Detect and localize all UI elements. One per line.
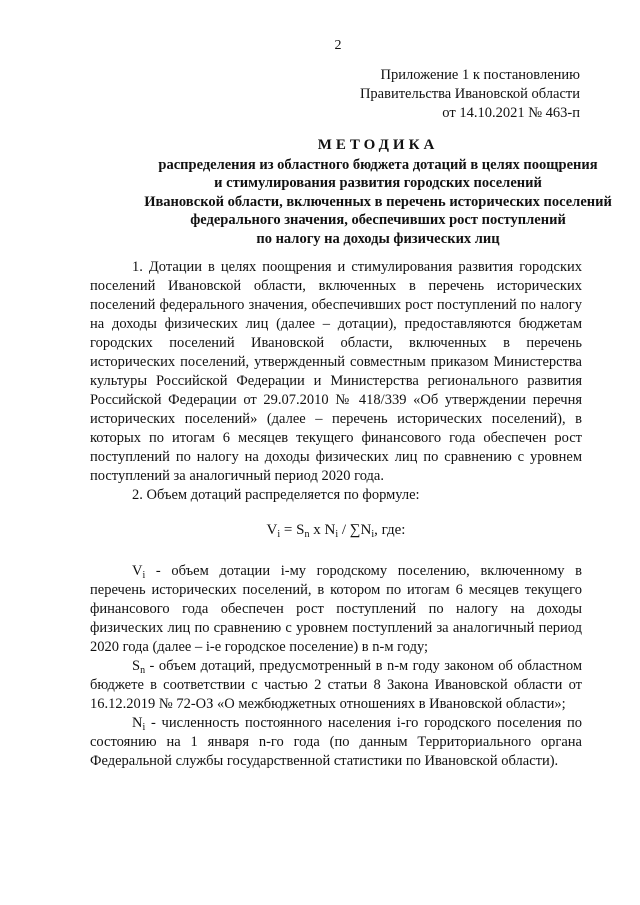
formula-eq: =: [280, 522, 297, 538]
formula-n-sub: i: [335, 529, 339, 540]
title-line-1: распределения из областного бюджета дотаций в целях поощрения: [158, 156, 598, 173]
appendix-header: [360, 66, 580, 123]
definition-v-text: - объем дотации i-му городскому поселению, включенному в перечень исторических поселений, в котором по итогам 6 месяцев текущего финансового года обеспечен рост поступлений по налогу на доходы физических лиц по сравнению с уровнем поступлений за аналогичный период 2020 года (далее – i-е городское поселение) в n-м году;: [90, 563, 582, 655]
page-number: 2: [334, 38, 342, 53]
formula-tail: , где:: [374, 522, 406, 538]
formula-s: S: [296, 522, 305, 538]
definition-s-subscript: n: [140, 665, 146, 676]
formula-n: N: [324, 522, 336, 538]
document-title: [80, 136, 640, 248]
title-line-4: федерального значения, обеспечивших рост поступлений: [190, 212, 566, 228]
definition-s-text: - объем дотаций, предусмотренный в n-м году законом об областном бюджете в соответствии с частью 2 статьи 8 Закона Ивановской области от 16.12.2019 № 72-ОЗ «О межбюджетных отношениях в Ивановской области»;: [90, 658, 582, 712]
definition-n-symbol: N: [132, 715, 143, 731]
title-line-2: и стимулирования развития городских поселений: [214, 175, 542, 191]
definition-v-subscript: i: [142, 570, 146, 581]
definition-s: [90, 657, 582, 714]
title-main: МЕТОДИКА: [317, 137, 439, 153]
document-body: [90, 258, 582, 771]
paragraph-1: 1. Дотации в целях поощрения и стимулирования развития городских поселений Ивановской области, включенных в перечень исторических поселений федерального значения, обеспечивших рост поступлений по налогу на доходы физических лиц (далее – дотации), предоставляются бюджетам городских поселений Ивановской области, включенных в перечень исторических поселений, утвержденный совместным приказом Министерства культуры Российской Федерации и Министерства регионального развития Российской Федерации от 29.07.2010 № 418/339 «Об утверждении перечня исторических поселений» (далее – перечень исторических поселений), в которых по итогам 6 месяцев текущего финансового года обеспечен рост поступлений по налогу на доходы физических лиц по сравнению с уровнем поступлений за аналогичный период 2020 года.: [90, 259, 582, 484]
definition-n-subscript: i: [142, 722, 146, 733]
appendix-line-2: Правительства Ивановской области: [359, 86, 580, 102]
definition-v-symbol: V: [132, 563, 143, 579]
paragraph-2: 2. Объем дотаций распределяется по формуле:: [132, 487, 420, 503]
appendix-line-3: от 14.10.2021 № 463-п: [442, 105, 580, 121]
formula-v: V: [266, 522, 278, 538]
appendix-line-1: Приложение 1 к постановлению: [380, 67, 580, 83]
formula-n2: N: [360, 522, 372, 538]
formula-v-sub: i: [277, 529, 281, 540]
definition-n-text: - численность постоянного населения i-го городского поселения по состоянию на 1 января n-го года (по данным Территориального органа Федеральной службы государственной статистики по Ивановской области).: [90, 715, 582, 769]
title-line-3: Ивановской области, включенных в перечень исторических поселений: [144, 193, 612, 210]
definition-s-symbol: S: [132, 658, 141, 674]
formula-s-sub: n: [304, 529, 310, 540]
formula: [90, 521, 582, 540]
definition-v: [90, 562, 582, 657]
definition-n: [90, 714, 582, 771]
formula-mult: x: [309, 522, 325, 538]
title-line-5: по налогу на доходы физических лиц: [256, 230, 500, 247]
formula-n2-sub: i: [371, 529, 375, 540]
formula-div: / ∑: [338, 522, 361, 538]
